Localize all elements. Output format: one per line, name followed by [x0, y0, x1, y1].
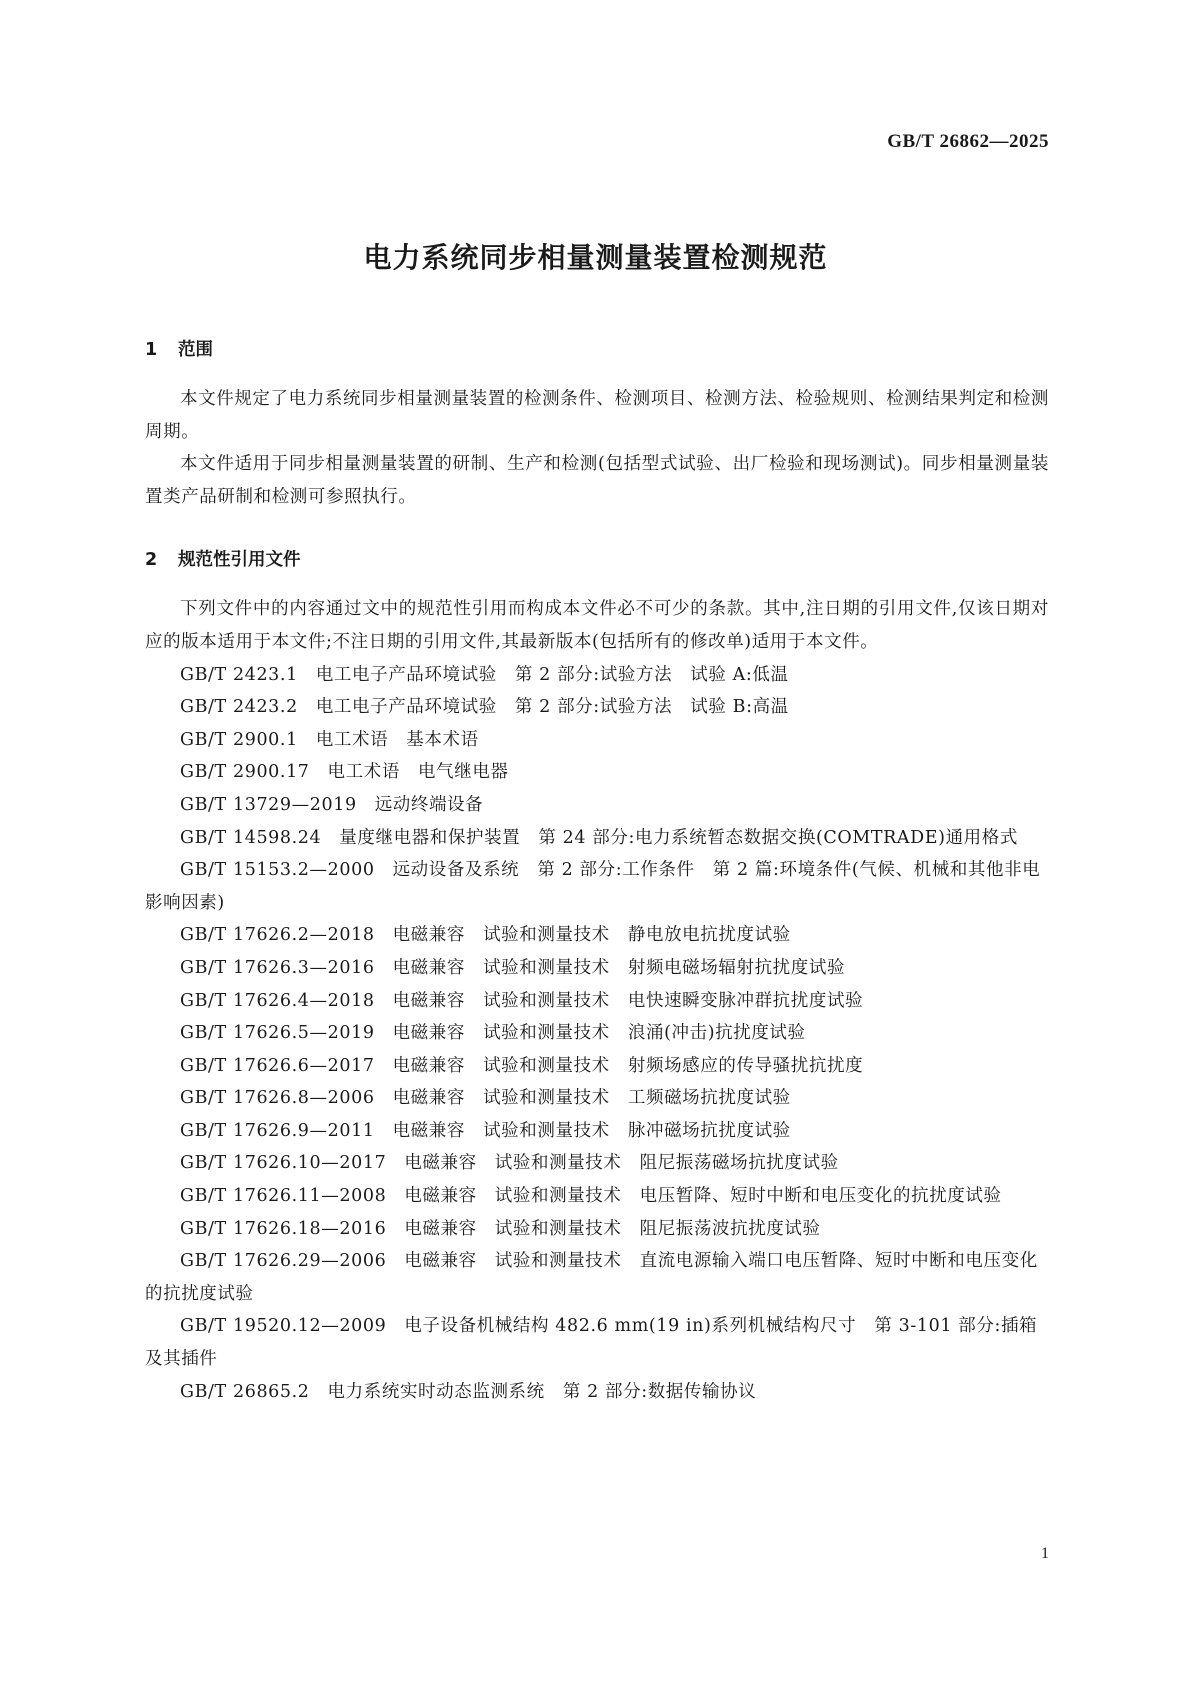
- reference-item: [145, 1180, 1049, 1213]
- reference-title: 电磁兼容 试验和测量技术 阻尼振荡波抗扰度试验: [404, 1218, 821, 1239]
- paragraph: 本文件适用于同步相量测量装置的研制、生产和检测(包括型式试验、出厂检验和现场测试)。同步相量测量装置类产品研制和检测可参照执行。: [145, 454, 1049, 507]
- section-heading-scope: [145, 338, 1049, 362]
- reference-item: [145, 854, 1049, 919]
- reference-title: 远动终端设备: [374, 794, 484, 815]
- reference-title: 电磁兼容 试验和测量技术 阻尼振荡磁场抗扰度试验: [404, 1153, 839, 1174]
- reference-code: GB/T 2900.1: [180, 729, 298, 750]
- reference-code: GB/T 26865.2: [180, 1381, 310, 1402]
- reference-code: GB/T 17626.10—2017: [180, 1153, 387, 1174]
- reference-item: [145, 822, 1049, 855]
- section-number: 2: [145, 550, 158, 571]
- reference-code: GB/T 15153.2—2000: [180, 860, 375, 881]
- section-heading-normative-references: [145, 548, 1049, 572]
- reference-item: [145, 1115, 1049, 1148]
- reference-item: [145, 724, 1049, 757]
- reference-title: 电力系统实时动态监测系统 第 2 部分:数据传输协议: [327, 1381, 757, 1402]
- reference-title: 电工术语 基本术语: [315, 729, 479, 750]
- page-number: 1: [1041, 1545, 1049, 1562]
- reference-title: 远动设备及系统 第 2 部分:工作条件 第 2 篇:环境条件(气候、机械和其他非电影响因素): [145, 860, 1041, 913]
- reference-item: [145, 1245, 1049, 1310]
- reference-item: [145, 756, 1049, 789]
- reference-title: 量度继电器和保护装置 第 24 部分:电力系统暂态数据交换(COMTRADE)通用格式: [339, 827, 1018, 848]
- standard-number: GB/T 26862—2025: [887, 131, 1049, 152]
- reference-title: 电工术语 电气继电器: [327, 762, 509, 783]
- reference-title: 电工电子产品环境试验 第 2 部分:试验方法 试验 B:高温: [315, 697, 789, 718]
- reference-item: [145, 691, 1049, 724]
- section-title: 范围: [178, 340, 213, 360]
- reference-code: GB/T 13729—2019: [180, 794, 357, 815]
- reference-item: [145, 1147, 1049, 1180]
- reference-code: GB/T 17626.9—2011: [180, 1120, 375, 1141]
- reference-title: 电磁兼容 试验和测量技术 射频电磁场辐射抗扰度试验: [392, 957, 846, 978]
- reference-item: [145, 659, 1049, 692]
- reference-title: 电磁兼容 试验和测量技术 电快速瞬变脉冲群抗扰度试验: [392, 990, 864, 1011]
- reference-item: [145, 1017, 1049, 1050]
- reference-list: [145, 659, 1049, 1409]
- paragraph: 本文件规定了电力系统同步相量测量装置的检测条件、检测项目、检测方法、检验规则、检测结果判定和检测周期。: [145, 389, 1049, 442]
- reference-item: [145, 919, 1049, 952]
- reference-code: GB/T 17626.4—2018: [180, 990, 375, 1011]
- reference-title: 电磁兼容 试验和测量技术 浪涌(冲击)抗扰度试验: [392, 1023, 806, 1044]
- reference-title: 电磁兼容 试验和测量技术 工频磁场抗扰度试验: [392, 1088, 791, 1109]
- reference-code: GB/T 14598.24: [180, 827, 322, 848]
- reference-code: GB/T 17626.6—2017: [180, 1055, 375, 1076]
- reference-title: 电磁兼容 试验和测量技术 脉冲磁场抗扰度试验: [392, 1120, 791, 1141]
- reference-code: GB/T 2423.2: [180, 697, 298, 718]
- reference-code: GB/T 17626.3—2016: [180, 957, 375, 978]
- reference-item: [145, 985, 1049, 1018]
- reference-item: [145, 952, 1049, 985]
- paragraph: 下列文件中的内容通过文中的规范性引用而构成本文件必不可少的条款。其中,注日期的引用文件,仅该日期对应的版本适用于本文件;不注日期的引用文件,其最新版本(包括所有的修改单)适用于本文件。: [145, 599, 1049, 652]
- reference-code: GB/T 17626.5—2019: [180, 1023, 375, 1044]
- reference-code: GB/T 2423.1: [180, 664, 298, 685]
- reference-item: [145, 1082, 1049, 1115]
- reference-item: [145, 1376, 1049, 1409]
- reference-item: [145, 789, 1049, 822]
- reference-title: 电磁兼容 试验和测量技术 直流电源输入端口电压暂降、短时中断和电压变化的抗扰度试验: [145, 1251, 1038, 1304]
- reference-title: 电子设备机械结构 482.6 mm(19 in)系列机械结构尺寸 第 3-101 部分:插箱及其插件: [145, 1316, 1038, 1370]
- reference-code: GB/T 17626.2—2018: [180, 925, 375, 946]
- reference-item: [145, 1213, 1049, 1246]
- reference-code: GB/T 17626.29—2006: [180, 1251, 387, 1272]
- section-title: 规范性引用文件: [178, 550, 301, 571]
- reference-title: 电磁兼容 试验和测量技术 射频场感应的传导骚扰抗扰度: [392, 1055, 864, 1076]
- reference-item: [145, 1310, 1049, 1375]
- section-number: 1: [145, 340, 158, 360]
- reference-title: 电工电子产品环境试验 第 2 部分:试验方法 试验 A:低温: [315, 664, 789, 685]
- document-body: [145, 338, 1049, 1408]
- reference-code: GB/T 17626.11—2008: [180, 1186, 387, 1207]
- reference-title: 电磁兼容 试验和测量技术 静电放电抗扰度试验: [392, 925, 791, 946]
- reference-code: GB/T 19520.12—2009: [180, 1316, 387, 1337]
- reference-code: GB/T 17626.18—2016: [180, 1218, 387, 1239]
- reference-item: [145, 1050, 1049, 1083]
- document-title: 电力系统同步相量测量装置检测规范: [363, 241, 828, 274]
- reference-code: GB/T 17626.8—2006: [180, 1088, 375, 1109]
- reference-title: 电磁兼容 试验和测量技术 电压暂降、短时中断和电压变化的抗扰度试验: [404, 1186, 1002, 1207]
- reference-code: GB/T 2900.17: [180, 762, 310, 783]
